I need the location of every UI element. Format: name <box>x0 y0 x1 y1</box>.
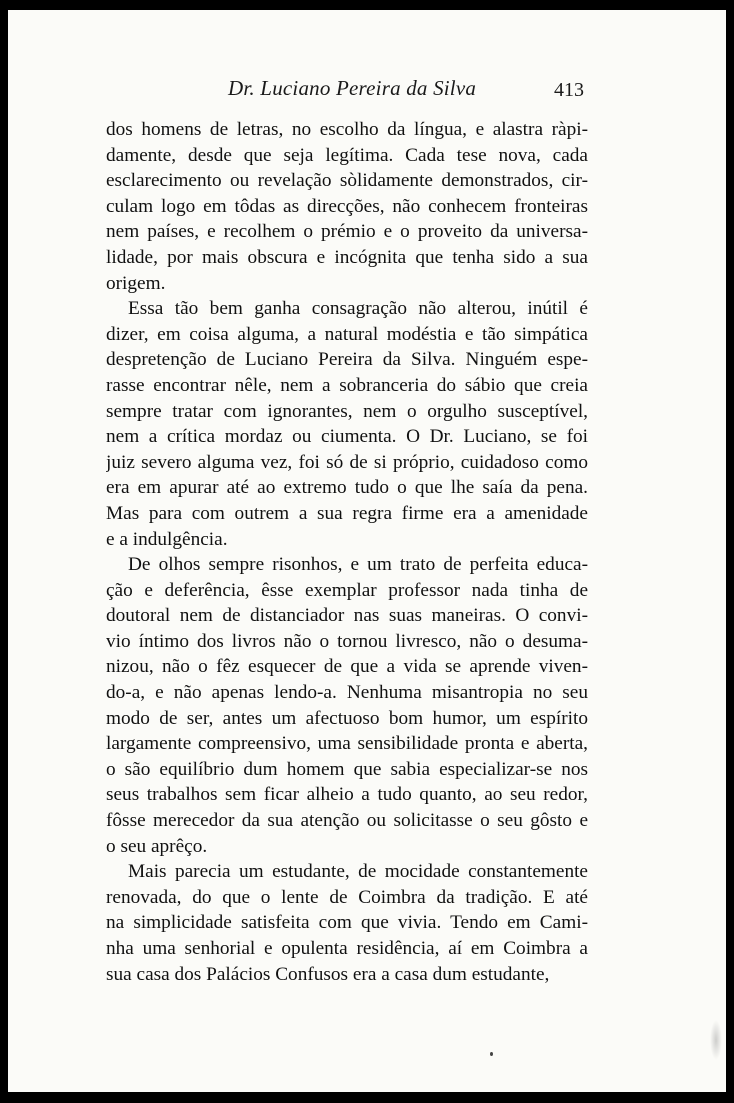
text-line: nha uma senhorial e opulenta residência, aí em Coimbra a <box>106 938 588 959</box>
text-line: dizer, em coisa alguma, a natural modéstia e tão simpática <box>106 323 588 345</box>
text-line: culam logo em tôdas as direcções, não conhecem fronteiras <box>106 195 588 217</box>
text-line: o são equilíbrio dum homem que sabia especializar-se nos <box>106 758 588 780</box>
text-line: seus trabalhos sem ficar alheio a tudo quanto, ao seu redor, <box>106 784 588 806</box>
text-line: fôsse merecedor da sua atenção ou solicitasse o seu gôsto e <box>106 810 588 832</box>
text-line: rasse encontrar nêle, nem a sobranceria do sábio que creia <box>106 374 588 396</box>
text-line: Essa tão bem ganha consagração não alterou, inútil é <box>128 298 588 320</box>
text-line: nizou, não o fêz esquecer de que a vida se aprende viven- <box>106 656 588 678</box>
running-header <box>8 76 726 106</box>
text-line: De olhos sempre risonhos, e um trato de perfeita educa- <box>128 554 588 576</box>
text-line: dos homens de letras, no escolho da língua, e alastra ràpi- <box>106 119 588 140</box>
text-line: damente, desde que seja legítima. Cada tese nova, cada <box>106 144 588 166</box>
text-line: modo de ser, antes um afectuoso bom humor, um espírito <box>106 707 588 729</box>
text-line: ção e deferência, êsse exemplar professor nada tinha de <box>106 579 588 601</box>
text-line: Mais parecia um estudante, de mocidade constantemente <box>128 861 588 883</box>
text-line: despretenção de Luciano Pereira da Silva. Ninguém espe- <box>106 349 588 371</box>
text-line: doutoral nem de distanciador nas suas maneiras. O convi- <box>106 605 588 627</box>
ink-speck <box>490 1052 493 1056</box>
paragraph <box>106 859 588 987</box>
text-line: e a indulgência. <box>106 528 228 550</box>
running-title: Dr. Luciano Pereira da Silva <box>228 76 477 100</box>
text-line: o seu aprêço. <box>106 835 208 857</box>
text-line: Mas para com outrem a sua regra firme era a amenidade <box>106 502 588 524</box>
text-line: renovada, do que o lente de Coimbra da tradição. E até <box>106 886 588 908</box>
paragraph <box>106 552 588 859</box>
text-line: origem. <box>106 272 166 294</box>
text-line: lidade, por mais obscura e incógnita que tenha sido a sua <box>106 246 588 268</box>
page-edge-smudge <box>710 1020 722 1060</box>
text-line: largamente compreensivo, uma sensibilidade pronta e aberta, <box>106 733 588 755</box>
text-line: vio íntimo dos livros não o tornou livresco, não o desuma- <box>106 630 588 652</box>
text-line: sempre tratar com ignorantes, nem o orgulho susceptível, <box>106 400 588 422</box>
text-line: sua casa dos Palácios Confusos era a casa dum estudante, <box>106 963 550 985</box>
text-line: era em apurar até ao extremo tudo o que lhe saía da pena. <box>106 477 588 499</box>
paragraph <box>106 296 588 552</box>
text-line: nem a crítica mordaz ou ciumenta. O Dr. Luciano, se foi <box>106 426 588 448</box>
text-line: juiz severo alguma vez, foi só de si próprio, cuidadoso como <box>106 451 588 473</box>
text-line: na simplicidade satisfeita com que vivia. Tendo em Cami- <box>106 912 588 934</box>
text-line: esclarecimento ou revelação sòlidamente demonstrados, cir- <box>106 170 588 192</box>
body-text <box>106 117 588 987</box>
text-line: do-a, e não apenas lendo-a. Nenhuma misantropia no seu <box>106 682 588 704</box>
text-line: nem países, e recolhem o prémio e o proveito da universa- <box>106 221 588 243</box>
page-number: 413 <box>554 79 584 101</box>
book-page <box>8 10 726 1092</box>
paragraph <box>106 117 588 296</box>
